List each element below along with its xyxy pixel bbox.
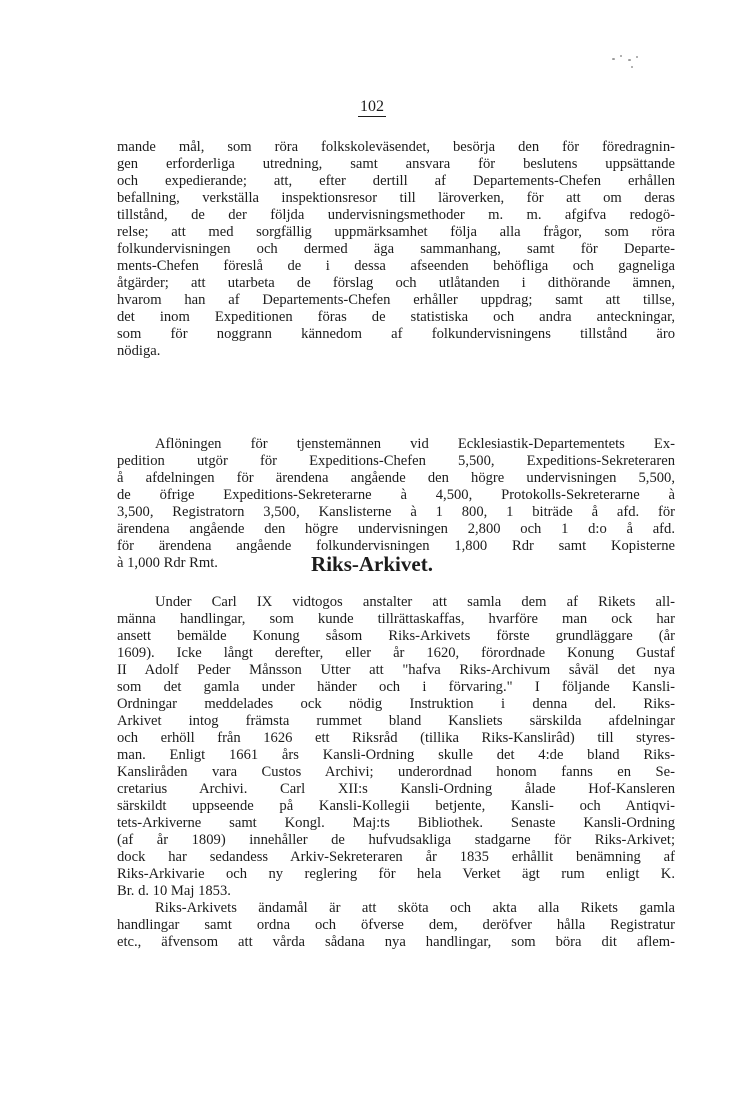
section-title: Riks-Arkivet. — [311, 552, 433, 576]
text-line: ansett bemälde Konung såsom Riks-Arkivets förste grundläggare (år — [117, 628, 675, 644]
text-line: relse; att med sorgfällig uppmärksamhet följa alla frågor, som röra — [117, 224, 675, 240]
text-line: ärendena angående den högre undervisningen 2,800 och 1 d:o å afd. — [117, 521, 675, 537]
text-line: som för noggrann kännedom af folkundervisningens tillstånd äro — [117, 326, 675, 342]
text-line: gen erforderliga utredning, samt ansvara för beslutens uppsättande — [117, 156, 675, 172]
text-line: (af år 1809) innehåller de hufvudsakliga stadgarne för Riks-Arkivet; — [117, 832, 675, 848]
text-line: det inom Expeditionen föras de statistiska och andra anteckningar, — [117, 309, 675, 325]
text-line: etc., äfvensom att vårda sådana nya handlingar, som böra dit aflem- — [117, 934, 675, 950]
text-line: mande mål, som röra folkskoleväsendet, besörja den för föredragnin- — [117, 139, 675, 155]
text-line: Riks-Arkivets ändamål är att sköta och akta alla Rikets gamla — [155, 900, 675, 916]
page-number-text: 102 — [360, 98, 384, 115]
text-line: dock har sedandess Arkiv-Sekreteraren år 1835 erhållit benämning af — [117, 849, 675, 865]
text-line: och erhöll från 1626 ett Riksråd (tillika Riks-Kanslirâd) till styres- — [117, 730, 675, 746]
text-line: 3,500, Registratorn 3,500, Kanslisterne à 1 800, 1 biträde å afd. för — [117, 504, 675, 520]
text-line: Kansliråden vara Custos Archivi; underordnad honom fanns en Se- — [117, 764, 675, 780]
text-line: Br. d. 10 Maj 1853. — [117, 883, 231, 899]
text-line: Riks-Arkivarie och ny reglering för hela Verket ägt rum enligt K. — [117, 866, 675, 882]
text-line: ments-Chefen föreslå de i dessa afseenden behöfliga och gagneliga — [117, 258, 675, 274]
text-line: som det gamla under händer och i förvaring." I följande Kansli- — [117, 679, 675, 695]
text-line: Arkivet intog främsta rummet bland Kansliets särskilda afdelningar — [117, 713, 675, 729]
text-line: 1609). Icke långt derefter, eller år 1620, förordnade Konung Gustaf — [117, 645, 675, 661]
text-line: cretarius Archivi. Carl XII:s Kansli-Ordning ålade Hof-Kansleren — [117, 781, 675, 797]
print-speck — [628, 59, 631, 61]
print-speck — [631, 66, 633, 68]
text-line: Under Carl IX vidtogos anstalter att samla dem af Rikets all- — [155, 594, 675, 610]
text-line: åtgärder; att utarbeta de förslag och utlåtanden i dithörande ämnen, — [117, 275, 675, 291]
text-line: och expedierande; att, efter dertill af Departements-Chefen erhållen — [117, 173, 675, 189]
text-line: pedition utgör för Expeditions-Chefen 5,500, Expeditions-Sekreteraren — [117, 453, 675, 469]
text-line: man. Enligt 1661 års Kansli-Ordning skulle det 4:de bland Riks- — [117, 747, 675, 763]
text-line: nödiga. — [117, 343, 161, 359]
text-line: å afdelningen för ärendena angående den högre undervisningen 5,500, — [117, 470, 675, 486]
text-line: särskildt uppseende på Kansli-Kollegii betjente, Kansli- och Antiqvi- — [117, 798, 675, 814]
text-line: folkundervisningen och dermed äga sammanhang, samt för Departe- — [117, 241, 675, 257]
page-number — [0, 98, 744, 117]
paragraph-duties — [117, 139, 675, 360]
text-line: hvarom han af Departements-Chefen erhåller uppdrag; samt att tillse, — [117, 292, 675, 308]
text-line: Aflöningen för tjenstemännen vid Ecklesiastik-Departementets Ex- — [155, 436, 675, 452]
text-line: tets-Arkiverne samt Kongl. Maj:ts Bibliothek. Senaste Kansli-Ordning — [117, 815, 675, 831]
text-line: befallning, verkställa inspektionsresor till läroverken, för att om deras — [117, 190, 675, 206]
text-line: Ordningar meddelades ock nödig Instruktion i denna del. Riks- — [117, 696, 675, 712]
text-line: tillstånd, de der följda undervisningsmethoder m. m. afgifva redogö- — [117, 207, 675, 223]
print-speck — [612, 58, 615, 60]
text-line: de öfrige Expeditions-Sekreterarne à 4,500, Protokolls-Sekreterarne à — [117, 487, 675, 503]
paragraph-riks-arkivet — [117, 594, 675, 951]
text-line: männa handlingar, som kunde tillrättaskaffas, hvarföre man ock har — [117, 611, 675, 627]
text-line: II Adolf Peder Månsson Utter att "hafva Riks-Archivum såväl det nya — [117, 662, 675, 678]
text-line: för ärendena angående folkundervisningen 1,800 Rdr samt Kopisterne — [117, 538, 675, 554]
text-line: handlingar samt ordna och öfverse dem, deröfver hålla Registratur — [117, 917, 675, 933]
text-line: à 1,000 Rdr Rmt. — [117, 555, 218, 571]
print-speck — [636, 56, 638, 58]
print-speck — [620, 55, 622, 57]
